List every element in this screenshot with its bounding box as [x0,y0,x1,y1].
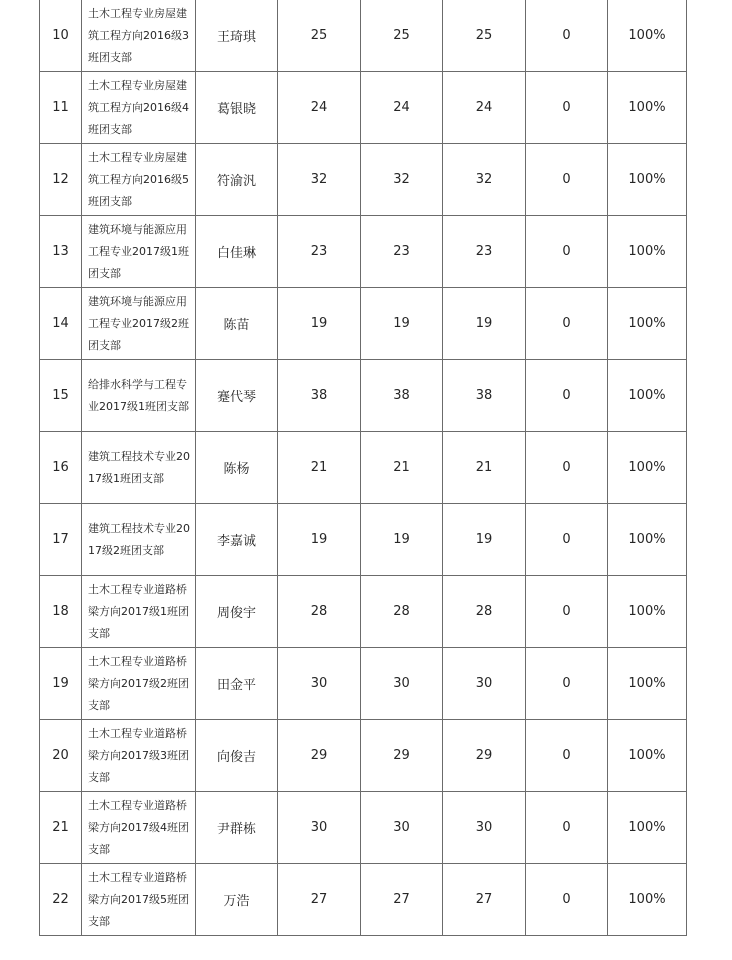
rate-cell: 100% [608,288,687,360]
rate-cell: 100% [608,0,687,72]
branch-name-cell: 土木工程专业道路桥梁方向2017级1班团支部 [82,576,196,648]
count-cell-b: 23 [361,216,443,288]
branch-statistics-table-container [39,0,686,936]
count-cell-a: 21 [278,432,361,504]
count-cell-c: 28 [443,576,526,648]
row-number-cell: 11 [40,72,82,144]
count-cell-b: 21 [361,432,443,504]
rate-cell: 100% [608,864,687,936]
row-number-cell: 19 [40,648,82,720]
secretary-name-cell: 李嘉诚 [196,504,278,576]
count-cell-c: 19 [443,504,526,576]
rate-cell: 100% [608,720,687,792]
count-cell-d: 0 [526,864,608,936]
count-cell-d: 0 [526,0,608,72]
count-cell-c: 23 [443,216,526,288]
count-cell-c: 24 [443,72,526,144]
table-row [40,648,687,720]
row-number-cell: 22 [40,864,82,936]
count-cell-b: 27 [361,864,443,936]
count-cell-a: 24 [278,72,361,144]
branch-name-cell: 土木工程专业道路桥梁方向2017级3班团支部 [82,720,196,792]
secretary-name-cell: 葛银晓 [196,72,278,144]
rate-cell: 100% [608,504,687,576]
rate-cell: 100% [608,432,687,504]
count-cell-a: 25 [278,0,361,72]
count-cell-b: 19 [361,504,443,576]
count-cell-d: 0 [526,432,608,504]
secretary-name-cell: 周俊宇 [196,576,278,648]
count-cell-d: 0 [526,792,608,864]
rate-cell: 100% [608,576,687,648]
row-number-cell: 21 [40,792,82,864]
table-row [40,216,687,288]
count-cell-d: 0 [526,216,608,288]
count-cell-d: 0 [526,576,608,648]
branch-name-cell: 建筑环境与能源应用工程专业2017级2班团支部 [82,288,196,360]
count-cell-a: 19 [278,288,361,360]
count-cell-c: 19 [443,288,526,360]
rate-cell: 100% [608,792,687,864]
count-cell-d: 0 [526,648,608,720]
row-number-cell: 12 [40,144,82,216]
secretary-name-cell: 向俊吉 [196,720,278,792]
rate-cell: 100% [608,648,687,720]
branch-name-cell: 土木工程专业房屋建筑工程方向2016级4班团支部 [82,72,196,144]
branch-name-cell: 土木工程专业房屋建筑工程方向2016级5班团支部 [82,144,196,216]
secretary-name-cell: 王琦琪 [196,0,278,72]
secretary-name-cell: 田金平 [196,648,278,720]
table-row [40,144,687,216]
count-cell-c: 30 [443,648,526,720]
table-row [40,432,687,504]
count-cell-b: 38 [361,360,443,432]
secretary-name-cell: 陈杨 [196,432,278,504]
count-cell-c: 32 [443,144,526,216]
count-cell-a: 38 [278,360,361,432]
count-cell-a: 28 [278,576,361,648]
row-number-cell: 14 [40,288,82,360]
count-cell-b: 30 [361,792,443,864]
table-row [40,864,687,936]
rate-cell: 100% [608,72,687,144]
count-cell-d: 0 [526,144,608,216]
row-number-cell: 13 [40,216,82,288]
count-cell-b: 32 [361,144,443,216]
count-cell-b: 24 [361,72,443,144]
row-number-cell: 10 [40,0,82,72]
count-cell-b: 25 [361,0,443,72]
branch-name-cell: 土木工程专业道路桥梁方向2017级5班团支部 [82,864,196,936]
table-row [40,720,687,792]
count-cell-a: 19 [278,504,361,576]
table-body [40,0,687,936]
count-cell-d: 0 [526,72,608,144]
count-cell-a: 27 [278,864,361,936]
count-cell-d: 0 [526,288,608,360]
count-cell-a: 30 [278,648,361,720]
table-row [40,288,687,360]
secretary-name-cell: 陈苗 [196,288,278,360]
rate-cell: 100% [608,216,687,288]
row-number-cell: 20 [40,720,82,792]
count-cell-c: 38 [443,360,526,432]
count-cell-a: 30 [278,792,361,864]
count-cell-d: 0 [526,720,608,792]
branch-name-cell: 土木工程专业道路桥梁方向2017级2班团支部 [82,648,196,720]
branch-name-cell: 土木工程专业房屋建筑工程方向2016级3班团支部 [82,0,196,72]
count-cell-c: 29 [443,720,526,792]
row-number-cell: 18 [40,576,82,648]
count-cell-c: 25 [443,0,526,72]
count-cell-b: 29 [361,720,443,792]
secretary-name-cell: 蹇代琴 [196,360,278,432]
table-row [40,72,687,144]
count-cell-b: 30 [361,648,443,720]
table-row [40,576,687,648]
row-number-cell: 17 [40,504,82,576]
table-row [40,504,687,576]
table-row [40,792,687,864]
table-row [40,0,687,72]
secretary-name-cell: 白佳琳 [196,216,278,288]
count-cell-a: 29 [278,720,361,792]
count-cell-c: 30 [443,792,526,864]
count-cell-d: 0 [526,504,608,576]
count-cell-c: 21 [443,432,526,504]
table-row [40,360,687,432]
count-cell-c: 27 [443,864,526,936]
rate-cell: 100% [608,360,687,432]
branch-name-cell: 建筑环境与能源应用工程专业2017级1班团支部 [82,216,196,288]
rate-cell: 100% [608,144,687,216]
count-cell-a: 32 [278,144,361,216]
branch-name-cell: 土木工程专业道路桥梁方向2017级4班团支部 [82,792,196,864]
branch-name-cell: 建筑工程技术专业2017级1班团支部 [82,432,196,504]
count-cell-b: 28 [361,576,443,648]
row-number-cell: 15 [40,360,82,432]
count-cell-a: 23 [278,216,361,288]
count-cell-d: 0 [526,360,608,432]
branch-name-cell: 给排水科学与工程专业2017级1班团支部 [82,360,196,432]
branch-name-cell: 建筑工程技术专业2017级2班团支部 [82,504,196,576]
secretary-name-cell: 尹群栋 [196,792,278,864]
count-cell-b: 19 [361,288,443,360]
branch-statistics-table [39,0,687,936]
secretary-name-cell: 符渝汎 [196,144,278,216]
secretary-name-cell: 万浩 [196,864,278,936]
row-number-cell: 16 [40,432,82,504]
